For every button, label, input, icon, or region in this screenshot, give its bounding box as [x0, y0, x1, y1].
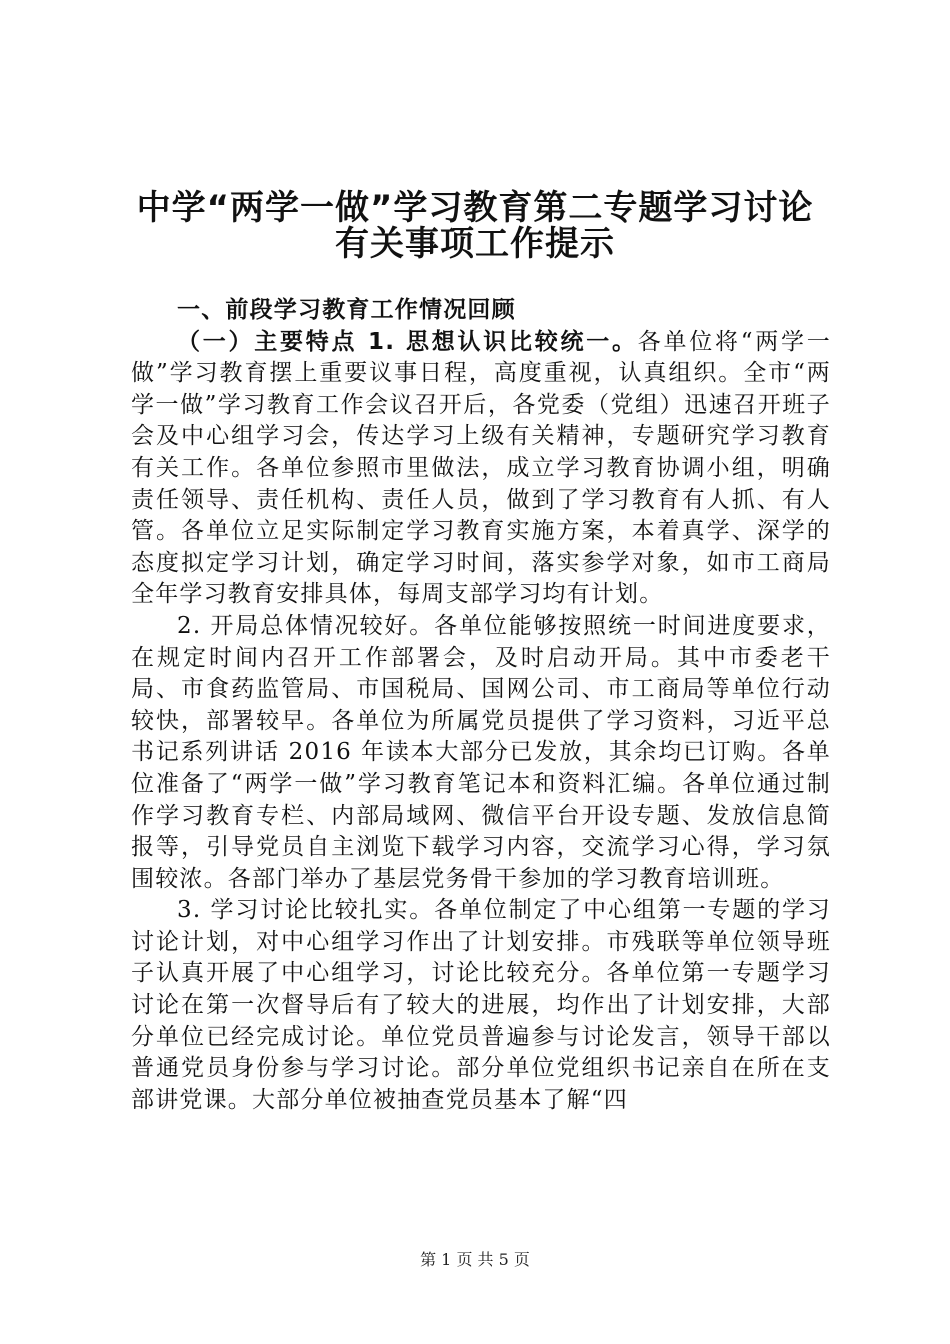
paragraph-1 [131, 327, 831, 611]
document-title-line-1: 中学“两学一做”学习教育第二专题学习讨论 [136, 188, 814, 228]
paragraph-2: 2. 开局总体情况较好。各单位能够按照统一时间进度要求，在规定时间内召开工作部署会，及时启动开局。其中市委老干局、市食药监管局、市国税局、国网公司、市工商局等单位行动较快，部署较早。各单位为所属党员提供了学习资料，习近平总书记系列讲话 2016 年读本大部分已发放，其余均已订购。各单位准备了“两学一做”学习教育笔记本和资料汇编。各单位通过制作学习教育专栏、内部局域网、微信平台开设专题、发放信息简报等，引导党员自主浏览下载学习内容，交流学习心得，学习氛围较浓。各部门举办了基层党务骨干参加的学习教育培训班。 [131, 612, 831, 892]
paragraph-1-text: 各单位将“两学一做”学习教育摆上重要议事日程，高度重视，认真组织。全市“两学一做”学习教育工作会议召开后，各党委（党组）迅速召开班子会及中心组学习会，传达学习上级有关精神，专题研究学习教育有关工作。各单位参照市里做法，成立学习教育协调小组，明确责任领导、责任机构、责任人员，做到了学习教育有人抓、有人管。各单位立足实际制定学习教育实施方案，本着真学、深学的态度拟定学习计划，确定学习时间，落实参学对象，如市工商局全年学习教育安排具体，每周支部学习均有计划。 [131, 328, 831, 608]
page-footer: 第 1 页 共 5 页 [420, 1250, 530, 1269]
paragraph-1-lead: （一）主要特点 1. 思想认识比较统一。 [177, 328, 638, 355]
document-title-line-2: 有关事项工作提示 [335, 224, 615, 264]
section-heading: 一、前段学习教育工作情况回顾 [177, 297, 516, 323]
document-body [131, 295, 831, 1116]
paragraph-3: 3. 学习讨论比较扎实。各单位制定了中心组第一专题的学习讨论计划，对中心组学习作出了计划安排。市残联等单位领导班子认真开展了中心组学习，讨论比较充分。各单位第一专题学习讨论在第一次督导后有了较大的进展，均作出了计划安排，大部分单位已经完成讨论。单位党员普遍参与讨论发言，领导干部以普通党员身份参与学习讨论。部分单位党组织书记亲自在所在支部讲党课。大部分单位被抽查党员基本了解“四 [131, 897, 831, 1113]
